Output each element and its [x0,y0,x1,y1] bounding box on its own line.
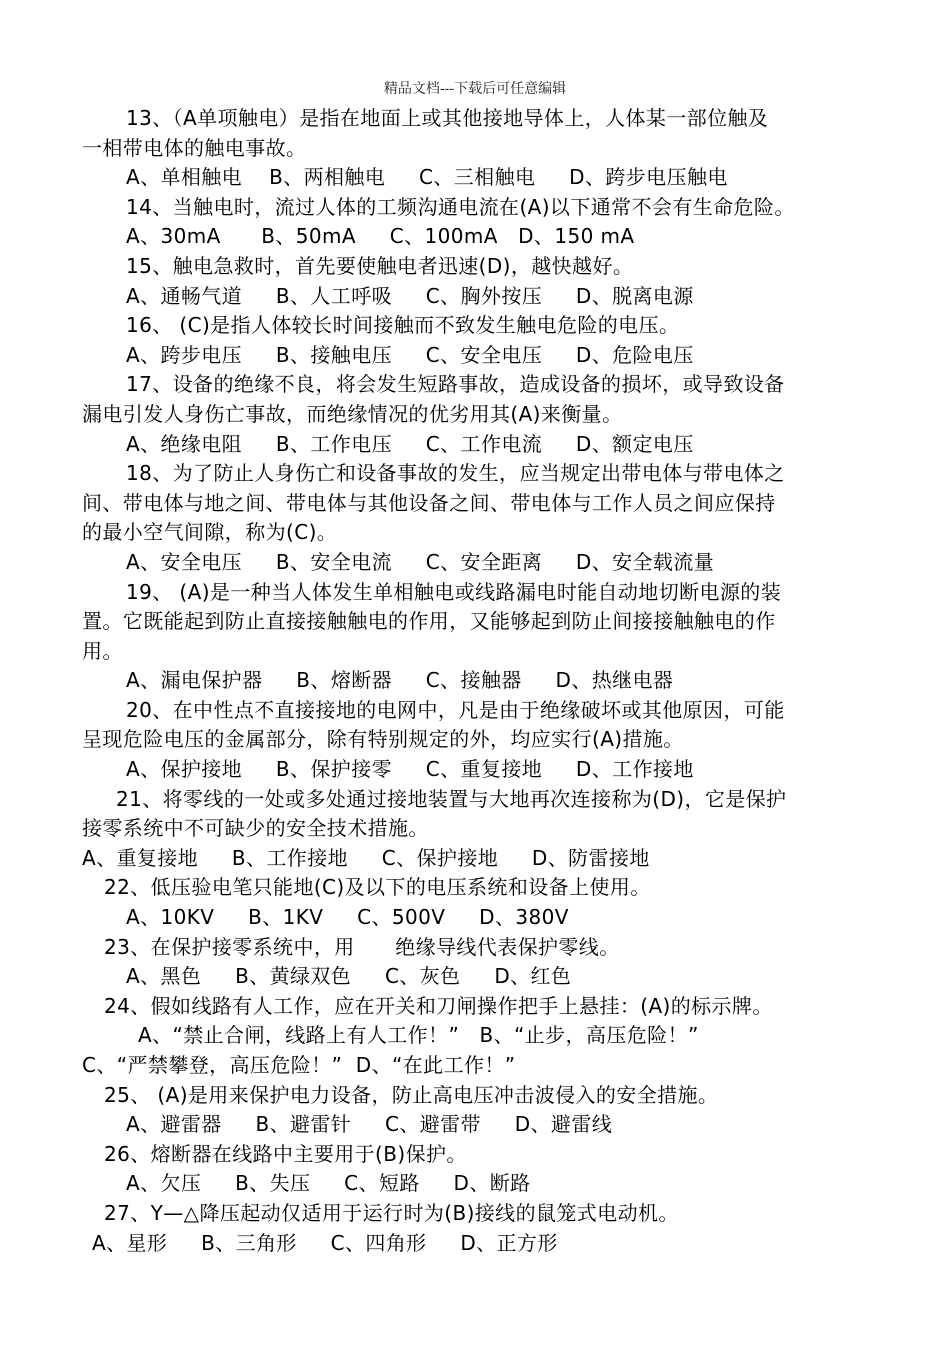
question-text-line: 17、设备的绝缘不良，将会发生短路事故，造成设备的损坏，或导致设备 [126,372,785,397]
question-text-line: 21、将零线的一处或多处通过接地装置与大地再次连接称为(D)，它是保护 [116,786,787,811]
answer-options-line: A、欠压 B、失压 C、短路 D、断路 [126,1171,531,1196]
answer-options-line: A、漏电保护器 B、熔断器 C、接触器 D、热继电器 [126,668,674,693]
question-text-line: 16、 (C)是指人体较长时间接触而不致发生触电危险的电压。 [126,313,680,338]
question-text-line: 一相带电体的触电事故。 [82,135,307,160]
answer-options-line: C、“严禁攀登，高压危险！” D、“在此工作！” [82,1053,516,1077]
answer-options-line: A、绝缘电阻 B、工作电压 C、工作电流 D、额定电压 [126,431,694,456]
question-text-line: 13、（A单项触电）是指在地面上或其他接地导体上，人体某一部位触及 [126,106,769,130]
question-text-line: 置。它既能起到防止直接接触触电的作用，又能够起到防止间接接触触电的作 [82,609,776,634]
question-text-line: 24、假如线路有人工作，应在开关和刀闸操作把手上悬挂：(A)的标示牌。 [104,993,773,1018]
question-text-line: 间、带电体与地之间、带电体与其他设备之间、带电体与工作人员之间应保持 [82,490,776,515]
question-text-line: 22、低压验电笔只能地(C)及以下的电压系统和设备上使用。 [104,875,651,900]
page-header: 精品文档---下载后可任意编辑 [383,81,567,97]
question-text-line: 20、在中性点不直接接地的电网中，凡是由于绝缘破坏或其他原因，可能 [126,697,785,722]
answer-options-line: A、重复接地 B、工作接地 C、保护接地 D、防雷接地 [82,845,650,870]
answer-options-line: A、单相触电 B、两相触电 C、三相触电 D、跨步电压触电 [126,165,728,190]
answer-options-line: A、安全电压 B、安全电流 C、安全距离 D、安全载流量 [126,549,715,574]
answer-options-line: A、保护接地 B、保护接零 C、重复接地 D、工作接地 [126,757,694,782]
question-text-line: 26、熔断器在线路中主要用于(B)保护。 [104,1141,467,1166]
answer-options-line: A、10KV B、1KV C、500V D、380V [126,905,569,930]
answer-options-line: A、“禁止合闸，线路上有人工作！” B、“止步，高压危险！” [138,1023,699,1048]
question-text-line: 23、在保护接零系统中，用 绝缘导线代表保护零线。 [104,934,620,959]
answer-options-line: A、黑色 B、黄绿双色 C、灰色 D、红色 [126,964,572,989]
answer-options-line: A、通畅气道 B、人工呼吸 C、胸外按压 D、脱离电源 [126,283,694,308]
answer-options-line: A、避雷器 B、避雷针 C、避雷带 D、避雷线 [126,1112,613,1137]
question-text-line: 25、 (A)是用来保护电力设备，防止高电压冲击波侵入的安全措施。 [104,1082,719,1107]
question-text-line: 19、 (A)是一种当人体发生单相触电或线路漏电时能自动地切断电源的装 [126,579,782,604]
document-body [82,104,882,1258]
answer-options-line: A、星形 B、三角形 C、四角形 D、正方形 [92,1230,558,1255]
question-text-line: 14、当触电时，流过人体的工频沟通电流在(A)以下通常不会有生命危险。 [126,194,795,219]
question-text-line: 15、触电急救时，首先要使触电者迅速(D)，越快越好。 [126,253,634,278]
answer-options-line: A、30mA B、50mA C、100mA D、150 mA [126,224,635,249]
answer-options-line: A、跨步电压 B、接触电压 C、安全电压 D、危险电压 [126,342,694,367]
question-text-line: 用。 [82,638,123,663]
question-text-line: 接零系统中不可缺少的安全技术措施。 [82,816,429,841]
question-text-line: 27、Y—△降压起动仅适用于运行时为(B)接线的鼠笼式电动机。 [104,1200,679,1225]
question-text-line: 18、为了防止人身伤亡和设备事故的发生，应当规定出带电体与带电体之 [126,461,785,486]
question-text-line: 漏电引发人身伤亡事故，而绝缘情况的优劣用其(A)来衡量。 [82,401,623,426]
question-text-line: 呈现危险电压的金属部分，除有特别规定的外，均应实行(A)措施。 [82,727,684,752]
question-text-line: 的最小空气间隙，称为(C)。 [82,520,338,545]
